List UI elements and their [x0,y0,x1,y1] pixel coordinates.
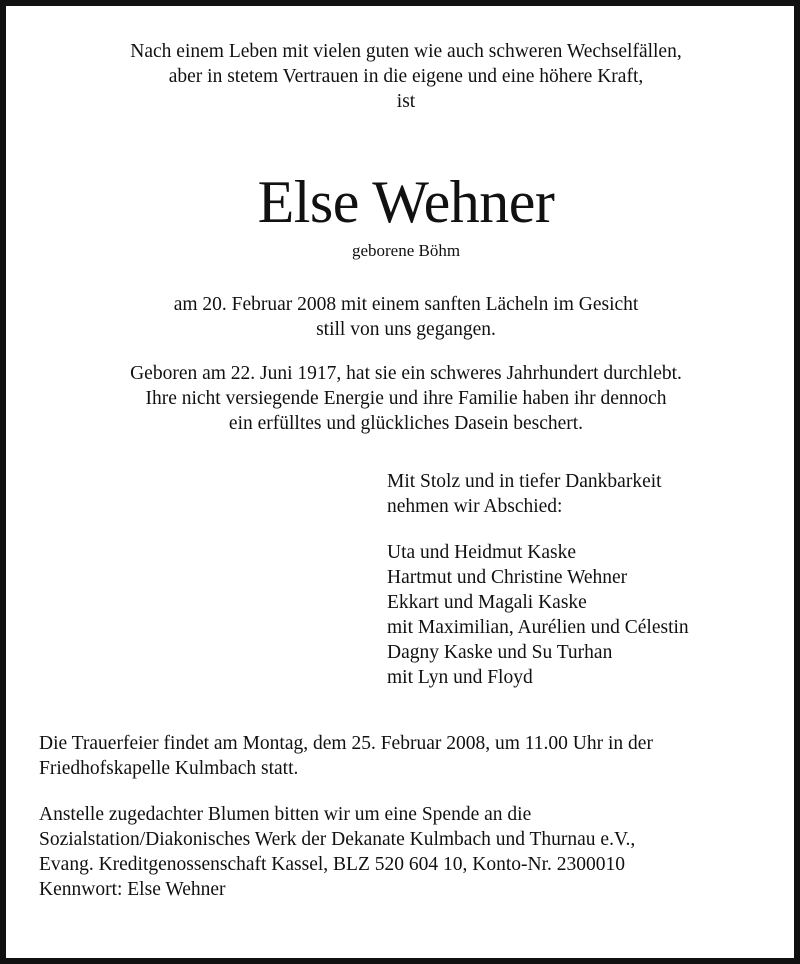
life-line-2: Ihre nicht versiegende Energie und ihre Familie haben ihr dennoch [145,388,667,409]
farewell-line-1: Mit Stolz und in tiefer Dankbarkeit [387,471,662,492]
funeral-line-1: Die Trauerfeier findet am Montag, dem 25. Februar 2008, um 11.00 Uhr in der [39,733,653,754]
life-line-3: ein erfülltes und glückliches Dasein beschert. [228,413,584,434]
death-line-1: am 20. Februar 2008 mit einem sanften Lächeln im Gesicht [173,294,639,315]
deceased-name: Else Wehner [257,169,555,235]
donation-line-3: Evang. Kreditgenossenschaft Kassel, BLZ 520 604 10, Konto-Nr. 2300010 [39,854,625,875]
mourner-entry: Ekkart und Magali Kaske [387,592,587,613]
donation-line-1: Anstelle zugedachter Blumen bitten wir um eine Spende an die [39,804,532,825]
mourner-entry: mit Lyn und Floyd [387,667,533,688]
farewell-line-2: nehmen wir Abschied: [387,496,563,517]
death-line-2: still von uns gegangen. [316,319,496,340]
intro-line-3: ist [396,91,416,112]
mourner-entry: Hartmut und Christine Wehner [387,567,628,588]
funeral-line-2: Friedhofskapelle Kulmbach statt. [39,758,299,779]
intro-line-1: Nach einem Leben mit vielen guten wie auch schweren Wechselfällen, [130,41,682,62]
mourner-entry: Dagny Kaske und Su Turhan [387,642,613,663]
intro-line-2: aber in stetem Vertrauen in die eigene und eine höhere Kraft, [168,66,644,87]
birth-name: geborene Böhm [351,241,461,260]
donation-line-2: Sozialstation/Diakonisches Werk der Dekanate Kulmbach und Thurnau e.V., [39,829,636,850]
donation-line-4: Kennwort: Else Wehner [39,879,226,900]
mourner-entry: Uta und Heidmut Kaske [387,542,577,563]
life-line-1: Geboren am 22. Juni 1917, hat sie ein schweres Jahrhundert durchlebt. [130,363,682,384]
mourner-entry: mit Maximilian, Aurélien und Célestin [387,617,689,638]
